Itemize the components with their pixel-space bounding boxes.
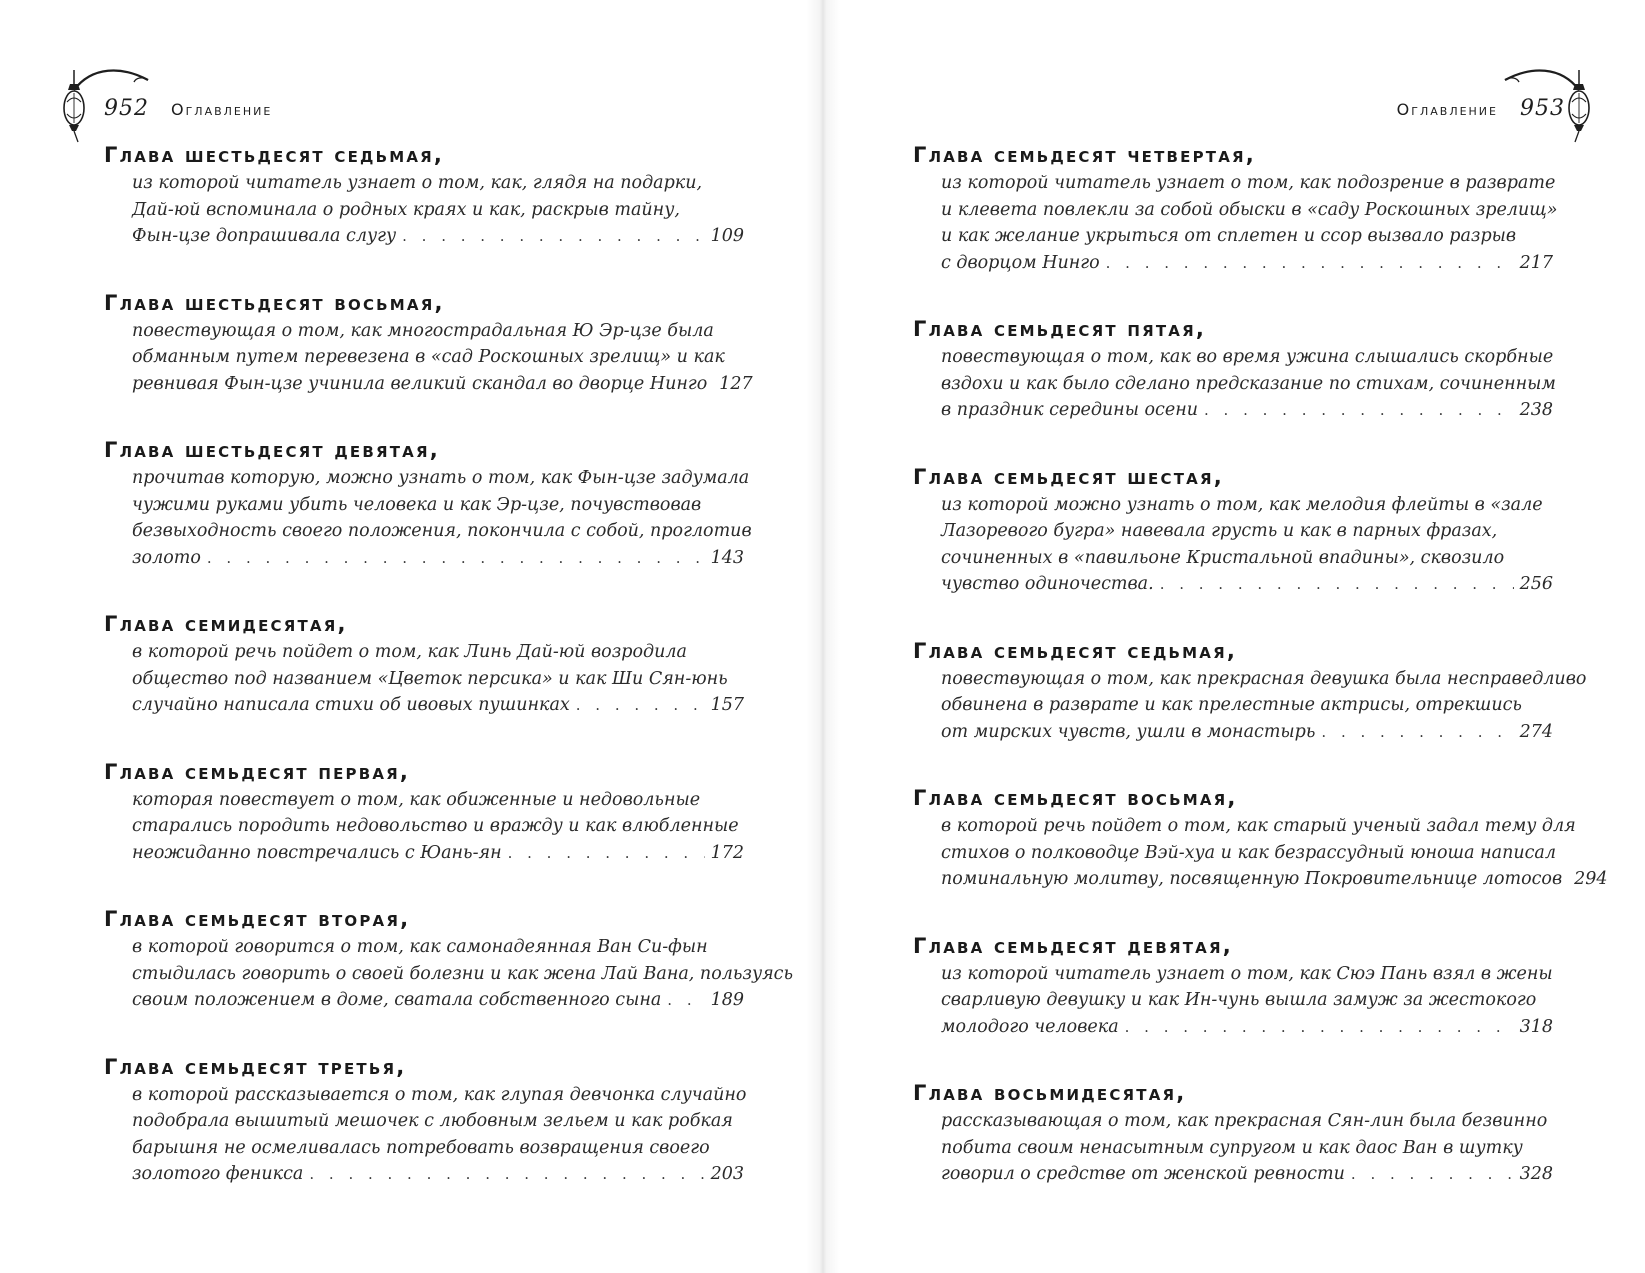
chapter-description xyxy=(913,492,1553,598)
chapter-page-number[interactable]: 274 xyxy=(1519,721,1553,742)
toc-entry[interactable] xyxy=(104,140,744,250)
description-last-line xyxy=(941,397,1553,424)
description-line: рассказывающая о том, как прекрасная Сян-лин была безвинно xyxy=(941,1111,1548,1131)
dot-leader xyxy=(309,1161,704,1188)
description-line: ревнивая Фын-цзе учинила великий скандал во дворце Нинго xyxy=(132,373,708,394)
chapter-page-number[interactable]: 238 xyxy=(1519,400,1553,420)
description-line: стыдилась говорить о своей болезни и как жена Лай Вана, пользуясь xyxy=(132,963,794,984)
chapter-description xyxy=(913,813,1608,893)
chapter-title: Глава шестьдесят восьмая, xyxy=(104,290,445,315)
description-line: сварливую девушку и как Ин-чунь вышла замуж за жестокого xyxy=(941,990,1537,1010)
dot-leader xyxy=(1160,571,1514,598)
description-line: своим положением в доме, сватала собственного сына xyxy=(132,990,662,1010)
description-line: золотого феникса xyxy=(132,1164,304,1184)
chapter-page-number[interactable]: 109 xyxy=(710,226,744,246)
chapter-description xyxy=(104,465,752,571)
description-last-line xyxy=(132,371,753,398)
description-line: которая повествует о том, как обиженные и недовольные xyxy=(132,789,701,810)
dot-leader xyxy=(1106,250,1514,277)
chapter-title: Глава семьдесят первая, xyxy=(104,759,411,784)
description-line: в которой говорится о том, как самонадеянная Ван Си-фын xyxy=(132,937,708,957)
running-head-left xyxy=(104,96,272,122)
dot-leader xyxy=(402,223,704,250)
description-line: в праздник середины осени xyxy=(941,400,1199,420)
chapter-title: Глава семьдесят третья, xyxy=(104,1054,407,1079)
description-line: говорил о средстве от женской ревности xyxy=(941,1164,1345,1184)
page-number: 953 xyxy=(1520,96,1565,121)
description-line: и клевета повлекли за собой обыски в «саду Роскошных зрелищ» xyxy=(941,199,1558,220)
description-line: чужими руками убить человека и как Эр-цзе, почувствовав xyxy=(132,494,702,515)
description-line: повествующая о том, как во время ужина слышались скорбные xyxy=(941,347,1554,367)
description-line: поминальную молитву, посвященную Покровительнице лотосов xyxy=(941,869,1563,889)
description-line: подобрала вышитый мешочек с любовным зельем и как робкая xyxy=(132,1111,733,1131)
chapter-page-number[interactable]: 318 xyxy=(1519,1016,1553,1037)
description-line: золото xyxy=(132,547,201,568)
page-number: 952 xyxy=(104,96,149,121)
chapter-description xyxy=(913,666,1587,746)
toc-entry[interactable] xyxy=(913,636,1587,746)
chapter-page-number[interactable]: 157 xyxy=(710,695,744,715)
right-page xyxy=(823,0,1645,1273)
description-line: безвыходность своего положения, покончила с собой, проглотив xyxy=(132,521,752,541)
chapter-title: Глава шестьдесят девятая, xyxy=(104,438,440,462)
chapter-title: Глава семьдесят седьмая, xyxy=(913,638,1238,663)
dot-leader xyxy=(1321,719,1513,746)
left-page xyxy=(0,0,822,1273)
description-last-line xyxy=(132,840,744,867)
description-line: Дай-юй вспоминала о родных краях и как, раскрыв тайну, xyxy=(132,199,680,220)
description-line: случайно написала стихи об ивовых пушинках xyxy=(132,695,570,715)
chapter-title: Глава семьдесят четвертая, xyxy=(913,143,1256,167)
description-line: Фын-цзе допрашивала слугу xyxy=(132,226,397,246)
description-last-line xyxy=(941,1014,1553,1041)
dot-leader xyxy=(508,840,705,867)
toc-entry[interactable] xyxy=(104,609,744,719)
toc-list-left xyxy=(104,140,794,1226)
toc-entry[interactable] xyxy=(104,435,752,571)
toc-list-right xyxy=(913,140,1608,1226)
running-head-title: Оглавление xyxy=(171,100,273,119)
description-line: и как желание укрыться от сплетен и ссор вызвало разрыв xyxy=(941,226,1517,246)
description-line: Лазоревого бугра» навевала грусть и как в парных фразах, xyxy=(941,521,1498,541)
chapter-page-number[interactable]: 143 xyxy=(710,547,744,568)
description-line: повествующая о том, как многострадальная Ю Эр-цзе была xyxy=(132,320,714,341)
dot-leader xyxy=(667,987,704,1014)
chapter-description xyxy=(104,170,744,250)
description-line: чувство одиночества. xyxy=(941,574,1154,594)
description-line: обманным путем перевезена в «сад Роскошных зрелищ» и как xyxy=(132,347,725,367)
description-line: повествующая о том, как прекрасная девушка была несправедливо xyxy=(941,668,1587,689)
chapter-title: Глава шестьдесят седьмая, xyxy=(104,143,445,167)
dot-leader xyxy=(1204,397,1514,424)
description-line: старались породить недовольство и вражду и как влюбленные xyxy=(132,816,739,836)
description-line: стихов о полководце Вэй-хуа и как безрассудный юноша написал xyxy=(941,842,1556,863)
description-line: в которой рассказывается о том, как глупая девчонка случайно xyxy=(132,1084,747,1105)
chapter-description xyxy=(913,961,1553,1041)
chapter-page-number[interactable]: 203 xyxy=(710,1164,744,1184)
chapter-description xyxy=(104,1082,747,1188)
dot-leader xyxy=(207,545,705,572)
description-line: из которой можно узнать о том, как мелодия флейты в «зале xyxy=(941,494,1543,515)
description-line: от мирских чувств, ушли в монастырь xyxy=(941,721,1316,742)
chapter-description xyxy=(913,344,1556,424)
chapter-title: Глава семьдесят пятая, xyxy=(913,317,1206,341)
description-line: барышня не осмеливалась потребовать возвращения своего xyxy=(132,1137,710,1158)
running-head-title: Оглавление xyxy=(1396,100,1498,119)
toc-entry[interactable] xyxy=(104,757,744,867)
description-line: вздохи и как было сделано предсказание по стихам, сочиненным xyxy=(941,373,1556,394)
running-head-right xyxy=(1397,96,1565,122)
description-last-line xyxy=(941,250,1553,277)
description-line: из которой читатель узнает о том, как подозрение в разврате xyxy=(941,173,1556,193)
chapter-page-number[interactable]: 172 xyxy=(710,842,744,863)
description-line: из которой читатель узнает о том, как, глядя на подарки, xyxy=(132,173,703,193)
description-last-line xyxy=(132,1161,744,1188)
chapter-description xyxy=(104,787,744,867)
description-last-line xyxy=(941,1161,1553,1188)
dot-leader xyxy=(1351,1161,1514,1188)
toc-entry[interactable] xyxy=(913,931,1553,1041)
description-line: побита своим ненасытным супругом и как даос Ван в шутку xyxy=(941,1137,1523,1158)
toc-entry[interactable] xyxy=(104,904,794,1014)
chapter-description xyxy=(913,1108,1553,1188)
toc-entry[interactable] xyxy=(913,783,1608,893)
chapter-description xyxy=(104,318,753,398)
chapter-description xyxy=(913,170,1558,276)
chapter-page-number[interactable]: 217 xyxy=(1519,252,1553,273)
dot-leader xyxy=(1125,1014,1514,1041)
toc-entry[interactable] xyxy=(913,140,1558,276)
chapter-page-number[interactable]: 127 xyxy=(719,373,753,394)
chapter-title: Глава семьдесят восьмая, xyxy=(913,786,1238,810)
toc-entry[interactable] xyxy=(104,1052,747,1188)
description-last-line xyxy=(132,692,744,719)
description-last-line xyxy=(132,545,744,572)
toc-entry[interactable] xyxy=(913,462,1553,598)
chapter-page-number[interactable]: 294 xyxy=(1574,869,1608,889)
chapter-page-number[interactable]: 189 xyxy=(710,990,744,1010)
chapter-title: Глава восьмидесятая, xyxy=(913,1081,1187,1105)
chapter-description xyxy=(104,639,744,719)
description-line: в которой речь пойдет о том, как Линь Дай-юй возродила xyxy=(132,642,687,662)
book-gutter-shadow xyxy=(806,0,840,1273)
chapter-description xyxy=(104,934,794,1014)
chapter-page-number[interactable]: 256 xyxy=(1519,574,1553,594)
toc-entry[interactable] xyxy=(913,314,1556,424)
description-line: неожиданно повстречались с Юань-ян xyxy=(132,842,502,863)
description-line: прочитав которую, можно узнать о том, как Фын-цзе задумала xyxy=(132,468,750,488)
chapter-title: Глава семьдесят вторая, xyxy=(104,907,411,931)
description-line: молодого человека xyxy=(941,1016,1119,1037)
toc-entry[interactable] xyxy=(913,1078,1553,1188)
description-line: с дворцом Нинго xyxy=(941,252,1100,273)
description-last-line xyxy=(132,223,744,250)
chapter-page-number[interactable]: 328 xyxy=(1519,1164,1553,1184)
chapter-title: Глава семьдесят девятая, xyxy=(913,933,1233,958)
description-line: из которой читатель узнает о том, как Сюэ Пань взял в жены xyxy=(941,963,1553,984)
description-last-line xyxy=(941,866,1608,893)
dot-leader xyxy=(576,692,705,719)
description-last-line xyxy=(941,719,1553,746)
description-last-line xyxy=(132,987,744,1014)
description-line: сочиненных в «павильоне Кристальной впадины», сквозило xyxy=(941,547,1505,568)
description-line: обвинена в разврате и как прелестные актрисы, отрекшись xyxy=(941,695,1522,715)
chapter-title: Глава семьдесят шестая, xyxy=(913,464,1224,489)
toc-entry[interactable] xyxy=(104,288,753,398)
description-line: общество под названием «Цветок персика» и как Ши Сян-юнь xyxy=(132,668,728,689)
chapter-title: Глава семидесятая, xyxy=(104,612,348,636)
description-line: в которой речь пойдет о том, как старый ученый задал тему для xyxy=(941,816,1576,836)
description-last-line xyxy=(941,571,1553,598)
